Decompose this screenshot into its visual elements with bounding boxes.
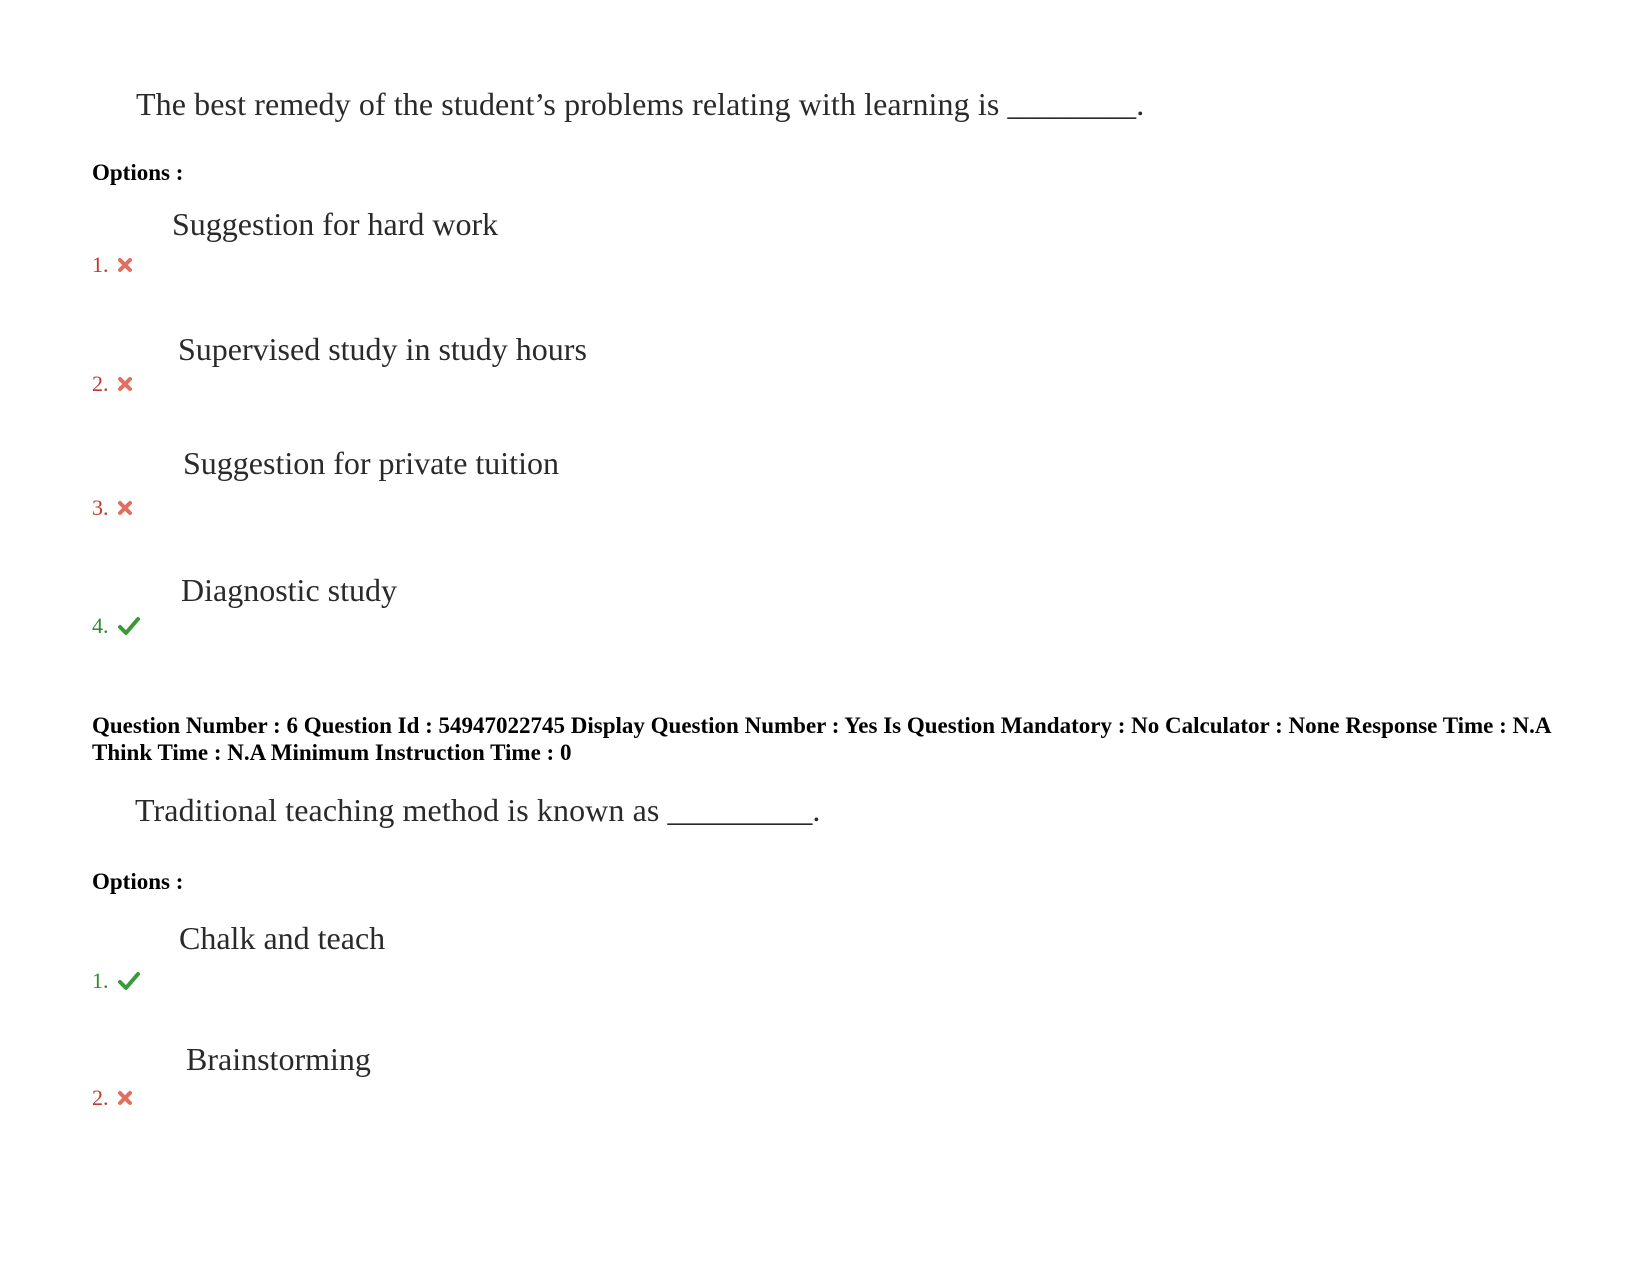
- option-text: Diagnostic study: [181, 572, 397, 608]
- option-text: Suggestion for hard work: [172, 206, 499, 242]
- option-number: [92, 252, 133, 278]
- option-number: [92, 495, 133, 521]
- option-number-label: 2.: [92, 1085, 109, 1110]
- option-number-label: 1.: [92, 968, 109, 993]
- cross-icon: [117, 500, 133, 516]
- option-text: Suggestion for private tuition: [183, 445, 559, 481]
- option-number-label: 1.: [92, 252, 109, 277]
- option-number-label: 2.: [92, 371, 109, 396]
- cross-icon: [117, 257, 133, 273]
- options-label: Options :: [92, 160, 184, 185]
- option-number: [92, 1085, 133, 1111]
- cross-icon: [117, 376, 133, 392]
- question-text: The best remedy of the student’s problems relating with learning is ________.: [136, 86, 1145, 122]
- question-metadata: Question Number : 6 Question Id : 54947022745 Display Question Number : Yes Is Question Mandatory : No Calculator : None Response Time : N.A Think Time : N.A Minimum Instruction Time : 0: [92, 713, 1551, 765]
- check-icon: [117, 971, 141, 991]
- option-text: Supervised study in study hours: [178, 331, 587, 367]
- check-icon: [117, 616, 141, 636]
- option-number-label: 4.: [92, 613, 109, 638]
- question-text: Traditional teaching method is known as _________.: [135, 792, 821, 828]
- option-number-label: 3.: [92, 495, 109, 520]
- option-text: Chalk and teach: [179, 920, 386, 956]
- cross-icon: [117, 1090, 133, 1106]
- option-number: [92, 968, 141, 994]
- option-text: Brainstorming: [186, 1041, 371, 1077]
- options-label: Options :: [92, 869, 184, 894]
- option-number: [92, 613, 141, 639]
- option-number: [92, 371, 133, 397]
